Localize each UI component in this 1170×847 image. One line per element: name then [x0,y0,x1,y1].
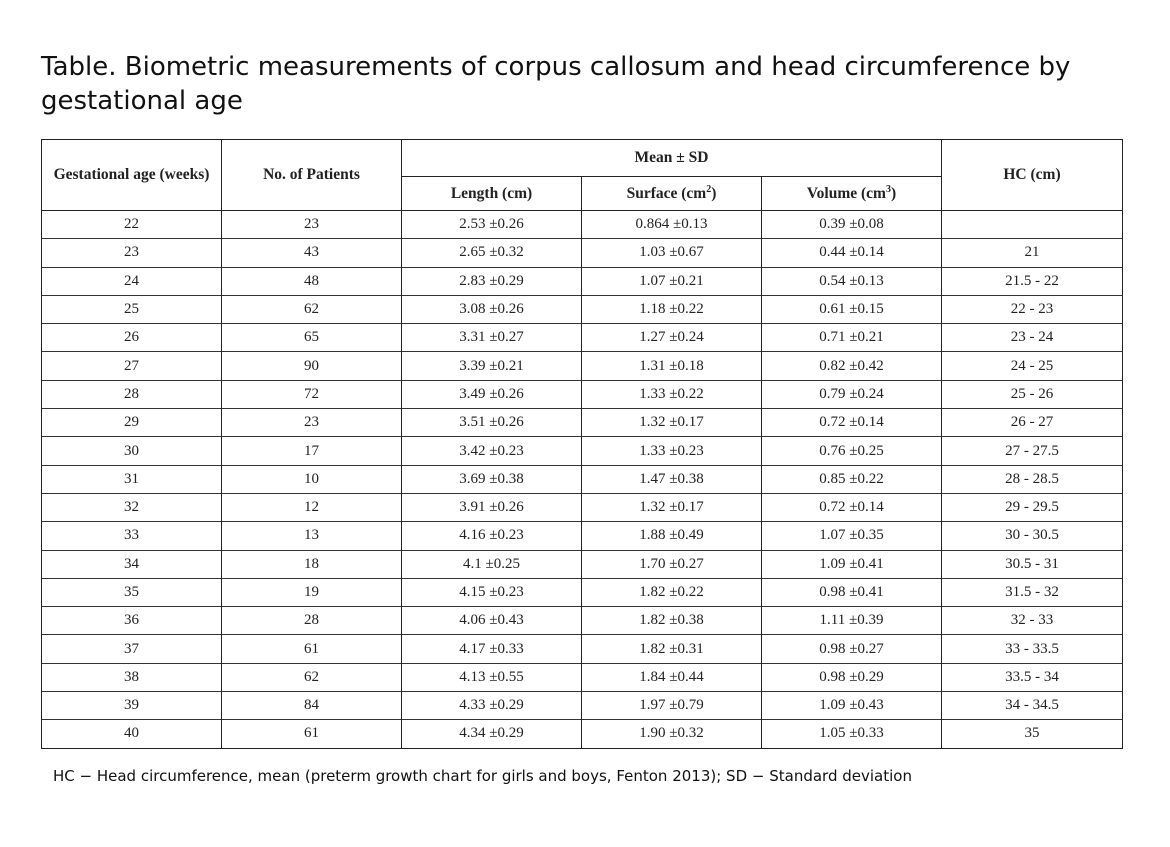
cell-gestational-age: 34 [42,550,222,578]
table-row [42,550,1123,578]
table-row [42,692,1123,720]
cell-hc: 25 - 26 [942,380,1123,408]
cell-volume: 0.39 ±0.08 [762,211,942,239]
header-surface-label: Surface (cm [626,184,707,202]
cell-surface: 1.32 ±0.17 [582,493,762,521]
header-surface-close: ) [711,184,717,202]
cell-patients: 12 [222,493,402,521]
cell-length: 2.65 ±0.32 [402,239,582,267]
cell-patients: 61 [222,720,402,748]
cell-surface: 1.03 ±0.67 [582,239,762,267]
cell-gestational-age: 24 [42,267,222,295]
cell-patients: 62 [222,663,402,691]
cell-hc: 30.5 - 31 [942,550,1123,578]
cell-hc [942,211,1123,239]
cell-volume: 0.72 ±0.14 [762,493,942,521]
cell-volume: 1.07 ±0.35 [762,522,942,550]
cell-gestational-age: 29 [42,409,222,437]
cell-patients: 61 [222,635,402,663]
cell-surface: 1.27 ±0.24 [582,324,762,352]
cell-length: 4.15 ±0.23 [402,578,582,606]
cell-surface: 1.82 ±0.38 [582,607,762,635]
cell-surface: 1.07 ±0.21 [582,267,762,295]
cell-volume: 0.85 ±0.22 [762,465,942,493]
cell-gestational-age: 35 [42,578,222,606]
cell-length: 2.83 ±0.29 [402,267,582,295]
cell-hc: 21.5 - 22 [942,267,1123,295]
cell-hc: 33.5 - 34 [942,663,1123,691]
cell-gestational-age: 39 [42,692,222,720]
cell-length: 3.69 ±0.38 [402,465,582,493]
cell-length: 3.42 ±0.23 [402,437,582,465]
cell-patients: 84 [222,692,402,720]
cell-surface: 1.18 ±0.22 [582,295,762,323]
cell-volume: 0.76 ±0.25 [762,437,942,465]
table-title: Table. Biometric measurements of corpus callosum and head circumference by gestational age [41,52,1071,116]
cell-hc: 28 - 28.5 [942,465,1123,493]
cell-patients: 23 [222,211,402,239]
cell-length: 4.06 ±0.43 [402,607,582,635]
cell-volume: 1.11 ±0.39 [762,607,942,635]
header-length: Length (cm) [402,177,582,211]
cell-volume: 0.98 ±0.29 [762,663,942,691]
cell-length: 2.53 ±0.26 [402,211,582,239]
cell-length: 4.16 ±0.23 [402,522,582,550]
table-row [42,295,1123,323]
header-surface [582,177,762,211]
table-row [42,324,1123,352]
cell-hc: 26 - 27 [942,409,1123,437]
cell-length: 3.49 ±0.26 [402,380,582,408]
table-row [42,409,1123,437]
cell-gestational-age: 22 [42,211,222,239]
cell-surface: 1.33 ±0.22 [582,380,762,408]
header-gestational-age: Gestational age (weeks) [42,140,222,211]
table-row [42,522,1123,550]
table-header [42,140,1123,211]
header-mean-sd: Mean ± SD [402,140,942,177]
cell-hc: 24 - 25 [942,352,1123,380]
table-row [42,578,1123,606]
table-row [42,465,1123,493]
table-row [42,493,1123,521]
cell-surface: 1.82 ±0.31 [582,635,762,663]
cell-gestational-age: 27 [42,352,222,380]
header-volume [762,177,942,211]
cell-surface: 1.31 ±0.18 [582,352,762,380]
cell-patients: 10 [222,465,402,493]
cell-gestational-age: 25 [42,295,222,323]
cell-hc: 35 [942,720,1123,748]
cell-gestational-age: 37 [42,635,222,663]
cell-surface: 1.84 ±0.44 [582,663,762,691]
cell-volume: 0.61 ±0.15 [762,295,942,323]
table-body [42,211,1123,749]
header-surface-superscript: 2 [706,183,712,195]
cell-hc: 33 - 33.5 [942,635,1123,663]
cell-surface: 1.82 ±0.22 [582,578,762,606]
cell-surface: 1.90 ±0.32 [582,720,762,748]
cell-patients: 23 [222,409,402,437]
cell-gestational-age: 31 [42,465,222,493]
table-row [42,437,1123,465]
cell-length: 3.08 ±0.26 [402,295,582,323]
cell-surface: 1.97 ±0.79 [582,692,762,720]
cell-volume: 1.05 ±0.33 [762,720,942,748]
table-row [42,211,1123,239]
table-row [42,239,1123,267]
cell-surface: 1.32 ±0.17 [582,409,762,437]
table-row [42,720,1123,748]
cell-volume: 0.71 ±0.21 [762,324,942,352]
table-footnote: HC − Head circumference, mean (preterm growth chart for girls and boys, Fenton 2013); SD − Standard deviation [53,767,912,785]
cell-gestational-age: 36 [42,607,222,635]
cell-length: 4.17 ±0.33 [402,635,582,663]
cell-hc: 22 - 23 [942,295,1123,323]
cell-gestational-age: 30 [42,437,222,465]
cell-volume: 0.79 ±0.24 [762,380,942,408]
cell-patients: 65 [222,324,402,352]
cell-patients: 43 [222,239,402,267]
cell-patients: 72 [222,380,402,408]
header-volume-close: ) [890,184,897,202]
cell-volume: 0.44 ±0.14 [762,239,942,267]
header-volume-label: Volume (cm [806,184,886,202]
cell-hc: 29 - 29.5 [942,493,1123,521]
cell-volume: 0.82 ±0.42 [762,352,942,380]
cell-hc: 31.5 - 32 [942,578,1123,606]
cell-surface: 0.864 ±0.13 [582,211,762,239]
table-row [42,352,1123,380]
cell-patients: 18 [222,550,402,578]
cell-length: 4.13 ±0.55 [402,663,582,691]
cell-hc: 27 - 27.5 [942,437,1123,465]
cell-gestational-age: 23 [42,239,222,267]
cell-gestational-age: 26 [42,324,222,352]
cell-hc: 32 - 33 [942,607,1123,635]
table-row [42,380,1123,408]
cell-volume: 1.09 ±0.41 [762,550,942,578]
cell-gestational-age: 32 [42,493,222,521]
cell-length: 3.91 ±0.26 [402,493,582,521]
cell-patients: 19 [222,578,402,606]
biometric-table [41,139,1123,749]
cell-volume: 0.54 ±0.13 [762,267,942,295]
cell-length: 3.31 ±0.27 [402,324,582,352]
cell-hc: 21 [942,239,1123,267]
cell-volume: 1.09 ±0.43 [762,692,942,720]
cell-patients: 17 [222,437,402,465]
cell-hc: 34 - 34.5 [942,692,1123,720]
cell-length: 4.1 ±0.25 [402,550,582,578]
cell-gestational-age: 38 [42,663,222,691]
cell-surface: 1.47 ±0.38 [582,465,762,493]
table-row [42,607,1123,635]
cell-length: 4.33 ±0.29 [402,692,582,720]
cell-length: 4.34 ±0.29 [402,720,582,748]
cell-volume: 0.72 ±0.14 [762,409,942,437]
header-patients: No. of Patients [222,140,402,211]
cell-patients: 13 [222,522,402,550]
cell-hc: 30 - 30.5 [942,522,1123,550]
header-hc: HC (cm) [942,140,1123,211]
cell-length: 3.39 ±0.21 [402,352,582,380]
cell-surface: 1.88 ±0.49 [582,522,762,550]
cell-surface: 1.70 ±0.27 [582,550,762,578]
table-row [42,663,1123,691]
cell-gestational-age: 28 [42,380,222,408]
cell-gestational-age: 40 [42,720,222,748]
cell-volume: 0.98 ±0.41 [762,578,942,606]
cell-patients: 28 [222,607,402,635]
cell-volume: 0.98 ±0.27 [762,635,942,663]
cell-patients: 90 [222,352,402,380]
table-row [42,267,1123,295]
cell-patients: 62 [222,295,402,323]
cell-surface: 1.33 ±0.23 [582,437,762,465]
header-volume-superscript: 3 [885,183,891,195]
cell-patients: 48 [222,267,402,295]
table-row [42,635,1123,663]
cell-hc: 23 - 24 [942,324,1123,352]
cell-length: 3.51 ±0.26 [402,409,582,437]
cell-gestational-age: 33 [42,522,222,550]
